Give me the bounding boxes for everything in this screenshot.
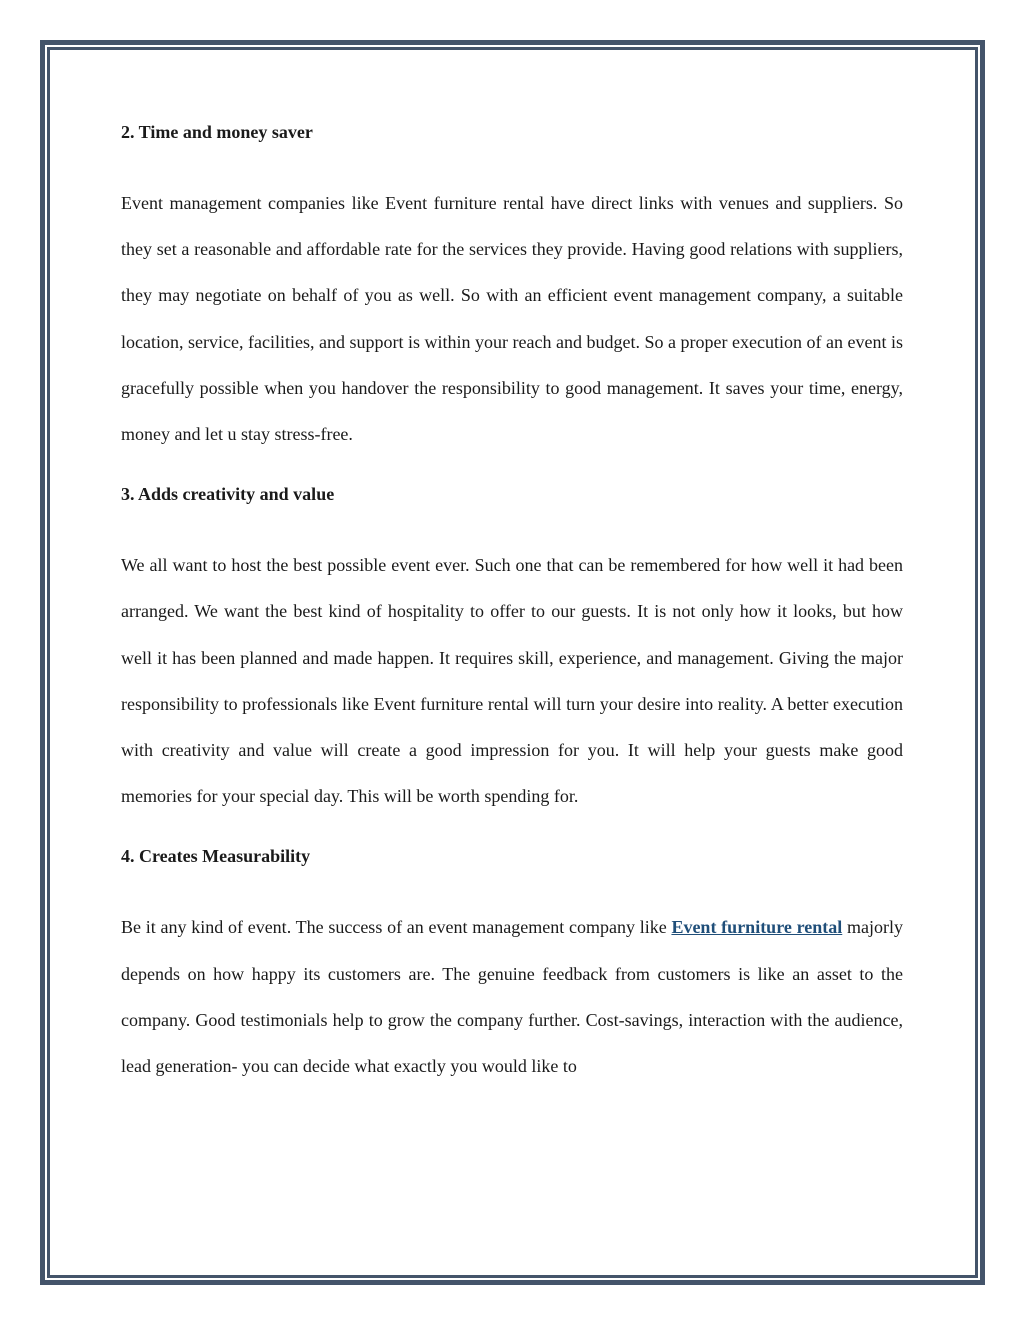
section-paragraph-adds-creativity-and-value: We all want to host the best possible event ever. Such one that can be remembered for how well it had been arranged. We want the best kind of hospitality to offer to our guests. It is not only how it looks, but how well it has been planned and made happen. It requires skill, experience, and management. Giving the major responsibility to professionals like Event furniture rental will turn your desire into reality. A better execution with creativity and value will create a good impression for you. It will help your guests make good memories for your special day. This will be worth spending for. bbox=[121, 555, 903, 807]
section-heading-adds-creativity-and-value: 3. Adds creativity and value bbox=[121, 484, 335, 505]
section-heading-time-and-money-saver: 2. Time and money saver bbox=[121, 122, 313, 142]
paragraph-text-before-link: Be it any kind of event. The success of an event management company like bbox=[121, 917, 672, 938]
section-paragraph-time-and-money-saver: Event management companies like Event furniture rental have direct links with venues and suppliers. So they set a reasonable and affordable rate for the services they provide. Having good relations with suppliers, they may negotiate on behalf of you as well. So with an efficient event management company, a suitable location, service, facilities, and support is within your reach and budget. So a proper execution of an event is gracefully possible when you handover the responsibility to good management. It saves your time, energy, money and let u stay stress-free. bbox=[121, 193, 903, 445]
section-heading-creates-measurability: 4. Creates Measurability bbox=[121, 846, 311, 867]
paragraph-text-after-link: majorly depends on how happy its customers are. The genuine feedback from customers is like an asset to the company. Good testimonials help to grow the company further. Cost-savings, interaction with the audience, lead generation- you can decide what exactly you would like to bbox=[121, 917, 903, 1077]
event-furniture-rental-link[interactable]: Event furniture rental bbox=[671, 917, 843, 938]
section-paragraph-creates-measurability bbox=[121, 904, 903, 1089]
document-body bbox=[121, 120, 903, 1089]
